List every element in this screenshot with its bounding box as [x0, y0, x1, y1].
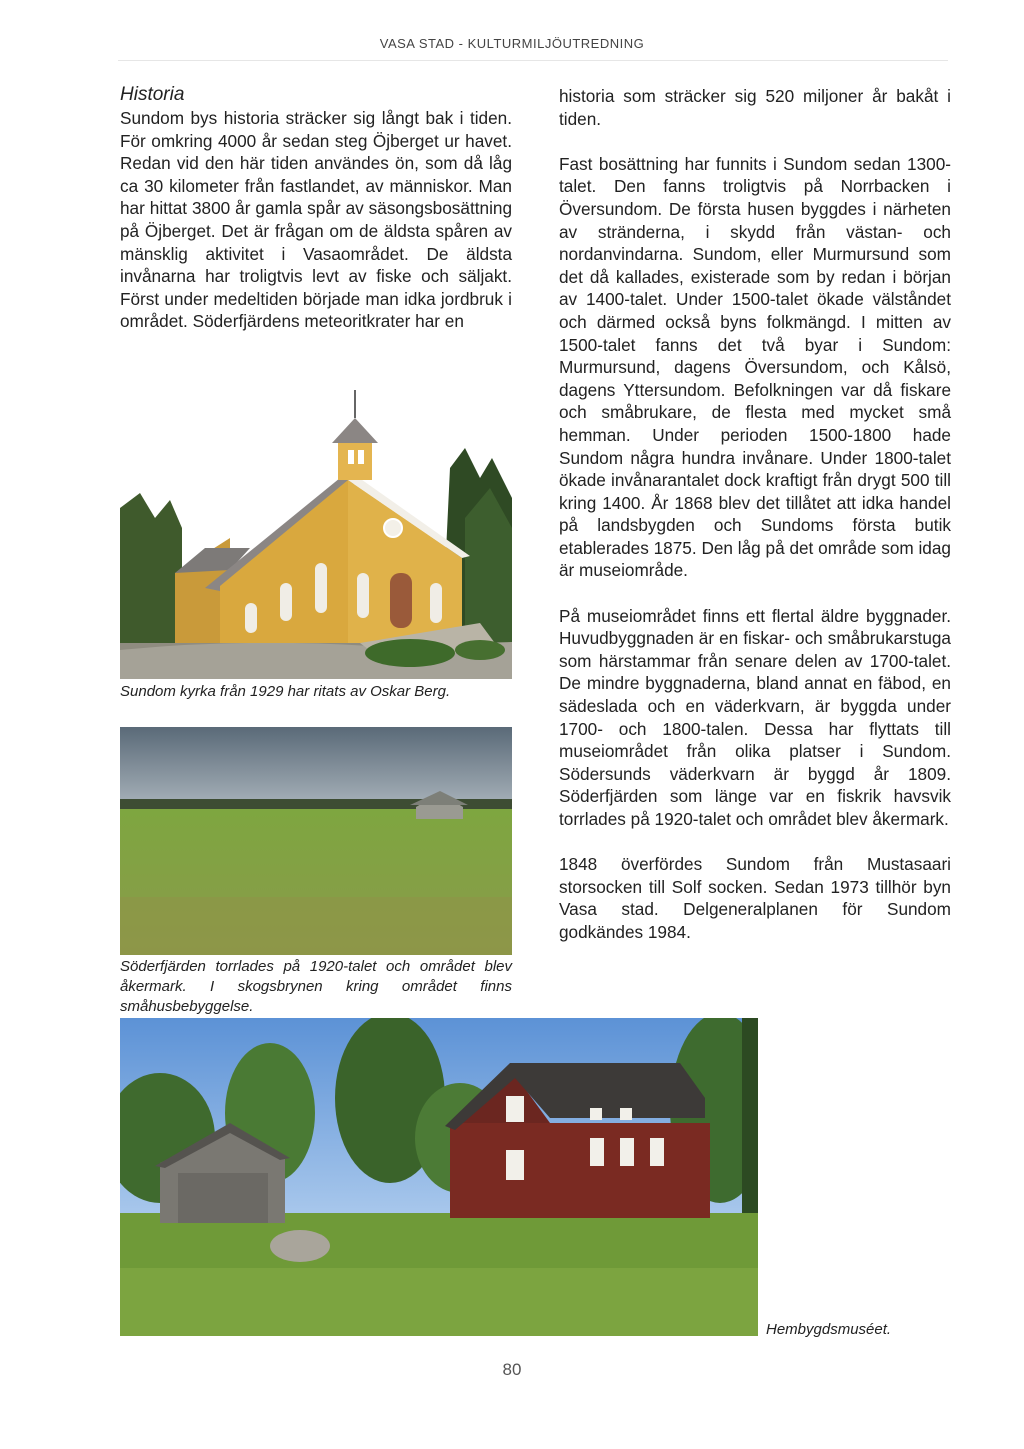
paragraph-meteorite-history: historia som sträcker sig 520 miljoner år bakåt i tiden.: [559, 86, 951, 129]
header-rule: [118, 60, 948, 61]
paragraph-settlement: Fast bosättning har funnits i Sundom sedan 1300-talet. Den fanns troligtvis på Norrbacken i Översundom. De första husen byggdes i närheten av stränderna, i skydd från västan- och nordanvindarna. Sundom, eller Murmursund som det då kallades, existerade som by redan i början av 1400-talet. Under 1500-talet ökade välståndet och därmed också byns folkmängd. I mitten av 1500-talet fanns det två byar i Sundom: Murmursund, dagens Översundom, och Kålsö, dagens Yttersundom. Befolkningen var då fiskare och småbrukare, de flesta med mycket små hemman. Under perioden 1500-1800 hade Sundom några hundra invånare. Under 1800-talet ökade invånarantalet dock kraftigt från drygt 500 till kring 1400. År 1868 blev det tillåtet att idka handel på landsbygden och Sundoms första butik etablerades 1875. Den låg på det område som idag är museiområde.: [559, 153, 951, 581]
running-header: VASA STAD - KULTURMILJÖUTREDNING: [379, 36, 645, 51]
paragraph-history-intro: Sundom bys historia sträcker sig långt bak i tiden. För omkring 4000 år sedan steg Öjberget ur havet. Redan vid den här tiden användes ön, som då låg ca 30 kilometer från fastlandet, av människor. Man har hittat 3800 år gamla spår av säsongsbosättning på Öjberget. Det är frågan om de äldsta spåren av mänsklig aktivitet i Vasaområdet. De äldsta invånarna har troligtvis levt av fiske och säljakt. Först under medeltiden började man idka jordbruk i området. Söderfjärdens meteoritkrater har en: [120, 108, 512, 332]
field-caption: Söderfjärden torrlades på 1920-talet och området blev åkermark. I skogsbrynen kring området finns småhusbebyggelse.: [120, 958, 512, 1015]
right-column: [559, 85, 951, 966]
page-number: 80: [502, 1360, 522, 1379]
church-photo: [120, 388, 512, 679]
museum-caption: Hembygdsmuséet.: [766, 1321, 892, 1338]
section-title: Historia: [120, 84, 185, 105]
paragraph-museum-area: På museiområdet finns ett flertal äldre byggnader. Huvudbyggnaden är en fiskar- och småbrukarstuga som härstammar från senare delen av 1700-talet. De mindre byggnaderna, bland annat en fäbod, en sädeslada och en väderkvarn, är byggda under 1700- och 1800-talen. Dessa har flyttats till museiområdet från olika platser i Sundom. Södersunds väderkvarn är byggd år 1809. Söderfjärden som länge var en fiskrik havsvik torrlades på 1920-talet och området blev åkermark.: [559, 605, 951, 829]
museum-photo: [120, 1018, 758, 1336]
church-caption: Sundom kyrka från 1929 har ritats av Oskar Berg.: [120, 683, 451, 700]
field-photo: [120, 727, 512, 955]
left-column: [120, 107, 512, 333]
paragraph-administration: 1848 överfördes Sundom från Mustasaari storsocken till Solf socken. Sedan 1973 tillhör byn Vasa stad. Delgeneralplanen för Sundom godkändes 1984.: [559, 854, 951, 942]
